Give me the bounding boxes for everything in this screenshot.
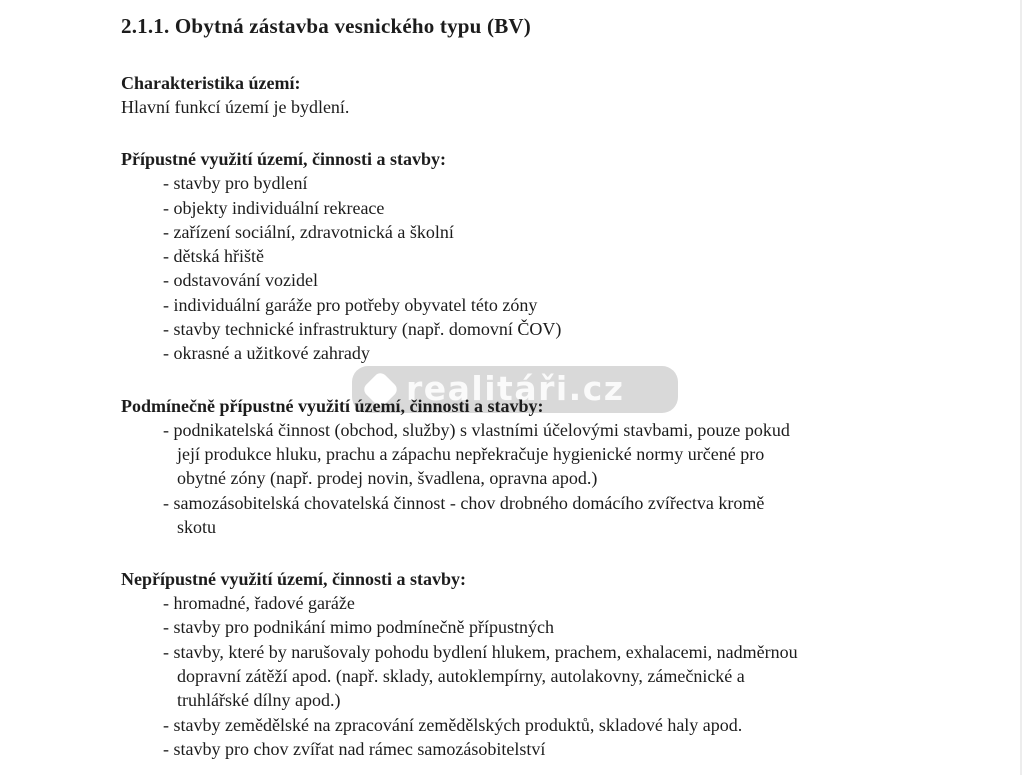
list-item (121, 491, 984, 540)
list-item (121, 640, 984, 713)
list-item-line: - stavby pro chov zvířat nad rámec samozásobitelství (163, 738, 546, 759)
list-item-line: její produkce hluku, prachu a zápachu nepřekračuje hygienické normy určené pro (177, 443, 765, 464)
section-heading: Charakteristika území: (121, 73, 301, 93)
list-item-line: - individuální garáže pro potřeby obyvatel této zóny (163, 294, 538, 315)
list-item (121, 713, 984, 737)
list-item (121, 244, 984, 268)
list-item-line: skotu (177, 516, 217, 537)
list-item (121, 418, 984, 491)
list-item (121, 317, 984, 341)
list-item-line: - dětská hřiště (163, 246, 264, 267)
list-item (121, 268, 984, 292)
list-item (121, 341, 984, 365)
section-heading: Podmínečně přípustné využití území, činnosti a stavby: (121, 395, 544, 416)
section (121, 71, 984, 119)
sections-container (121, 71, 984, 761)
list-item-line: - objekty individuální rekreace (163, 197, 385, 218)
section (121, 394, 984, 539)
watermark-text: realitáři.cz (406, 368, 625, 408)
list-item-line: - hromadné, řadové garáže (163, 593, 355, 614)
list-item-line: truhlářské dílny apod.) (177, 690, 341, 711)
list-item-line: - podnikatelská činnost (obchod, služby) s vlastními účelovými stavbami, pouze pokud (163, 419, 790, 440)
section-heading: Nepřípustné využití území, činnosti a stavby: (121, 569, 467, 590)
list-item-line: obytné zóny (např. prodej novin, švadlena, opravna apod.) (177, 468, 598, 489)
list-item-line: - stavby zemědělské na zpracování zemědělských produktů, skladové haly apod. (163, 714, 743, 735)
list-item-line: - samozásobitelská chovatelská činnost - chov drobného domácího zvířectva kromě (163, 492, 765, 513)
list-item-line: - zařízení sociální, zdravotnická a školní (163, 221, 454, 242)
list-item-line: - stavby pro podnikání mimo podmínečně přípustných (163, 617, 554, 638)
scan-edge-line (1020, 0, 1022, 775)
list-item (121, 615, 984, 639)
section (121, 147, 984, 365)
list-item (121, 220, 984, 244)
list-item-line: - stavby, které by narušovaly pohodu bydlení hlukem, prachem, exhalacemi, nadměrnou (163, 641, 798, 662)
list-item (121, 293, 984, 317)
list-item-line: - stavby pro bydlení (163, 173, 308, 194)
paragraph: Hlavní funkcí území je bydlení. (121, 97, 350, 117)
list-item-line: - odstavování vozidel (163, 270, 318, 291)
section (121, 567, 984, 761)
list-item (121, 196, 984, 220)
list-item (121, 591, 984, 615)
list-item-line: dopravní zátěží apod. (např. sklady, autoklempírny, autolakovny, zámečnické a (177, 666, 745, 687)
list-item (121, 171, 984, 195)
list-item-line: - okrasné a užitkové zahrady (163, 343, 370, 364)
list-item-line: - stavby technické infrastruktury (např. domovní ČOV) (163, 319, 562, 340)
section-heading: Přípustné využití území, činnosti a stavby: (121, 149, 447, 170)
page-title: 2.1.1. Obytná zástavba vesnického typu (BV) (121, 14, 531, 38)
list-item (121, 737, 984, 761)
